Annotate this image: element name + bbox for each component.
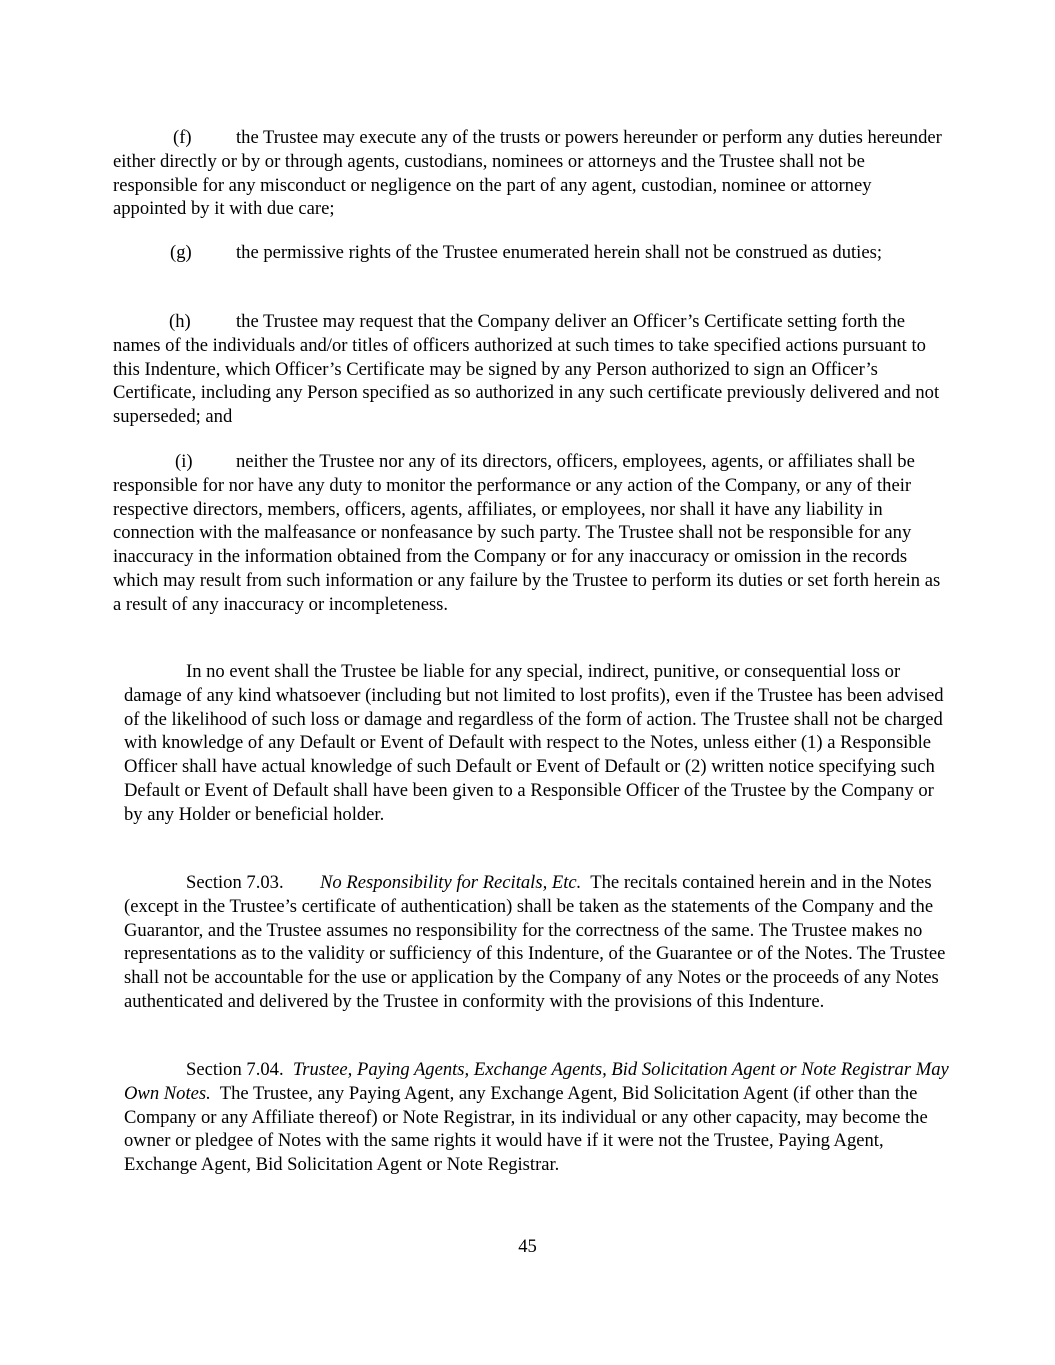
section-7-03-text: The recitals contained herein and in the Notes (except in the Trustee’s certificate of authentication) shall be taken as the statements of the Company and the Guarantor, and the Trustee assumes no responsibility for the correctness of the same. The Trustee makes no representations as to the validity or sufficiency of this Indenture, of the Guarantee or of the Notes. The Trustee shall not be accountable for the use or application by the Company of any Notes or the proceeds of any Notes authenticated and delivered by the Trustee in conformity with the provisions of this Indenture. [124,872,946,1012]
clause-g [113,241,943,265]
clause-f-text: the Trustee may execute any of the trusts or powers hereunder or perform any duties hereunder either directly or by or through agents, custodians, nominees or attorneys and the Trustee shall not be responsible for any misconduct or negligence on the part of any agent, custodian, nominee or attorney appointed by it with due care; [113,127,942,220]
liability-paragraph-text: In no event shall the Trustee be liable for any special, indirect, punitive, or consequential loss or damage of any kind whatsoever (including but not limited to lost profits), even if the Trustee has been advised of the likelihood of such loss or damage and regardless of the form of action. The Trustee shall not be charged with knowledge of any Default or Event of Default with respect to the Notes, unless either (1) a Responsible Officer shall have actual knowledge of such Default or Event of Default or (2) written notice specifying such Default or Event of Default shall have been given to a Responsible Officer of the Trustee by the Company or by any Holder or beneficial holder. [124,661,944,825]
clause-g-text: the permissive rights of the Trustee enumerated herein shall not be construed as duties; [236,242,882,263]
clause-f [113,126,943,221]
section-7-03-title: No Responsibility for Recitals, Etc. [320,872,582,893]
clause-h-text: the Trustee may request that the Company deliver an Officer’s Certificate setting forth the names of the individuals and/or titles of officers authorized at such times to take specified actions pursuant to this Indenture, which Officer’s Certificate may be signed by any Person authorized to sign an Officer’s Certificate, including any Person specified as so authorized in any such certificate previously delivered and not superseded; and [113,311,940,428]
section-7-04-text: The Trustee, any Paying Agent, any Exchange Agent, Bid Solicitation Agent (if other than the Company or any Affiliate thereof) or Note Registrar, in its individual or any other capacity, may become the owner or pledgee of Notes with the same rights it would have if it were not the Trustee, Paying Agent, Exchange Agent, Bid Solicitation Agent or Note Registrar. [124,1082,928,1176]
clause-i-marker: (i) [175,451,193,472]
clause-h [113,310,943,429]
section-7-04-label: Section 7.04. [186,1059,284,1080]
page-number: 45 [518,1236,537,1257]
clause-i [113,450,943,617]
clause-g-marker: (g) [170,242,192,263]
section-7-04 [124,1058,954,1177]
section-7-03-label: Section 7.03. [186,872,284,893]
section-7-04-title: Trustee, Paying Agents, Exchange Agents, Bid Solicitation Agent or Note Registrar May Own Notes. [124,1059,949,1104]
clause-h-marker: (h) [169,311,191,332]
section-7-03 [124,871,954,1014]
clause-i-text: neither the Trustee nor any of its directors, officers, employees, agents, or affiliates shall be responsible for nor have any duty to monitor the performance or any action of the Company, or any of their respective directors, members, officers, agents, affiliates, or employees, nor shall it have any liability in connection with the malfeasance or nonfeasance by such party. The Trustee shall not be responsible for any inaccuracy in the information obtained from the Company or for any inaccuracy or omission in the records which may result from such information or any failure by the Trustee to perform its duties or set forth herein as a result of any inaccuracy or incompleteness. [113,451,941,615]
clause-f-marker: (f) [173,127,192,148]
liability-paragraph [124,660,954,827]
